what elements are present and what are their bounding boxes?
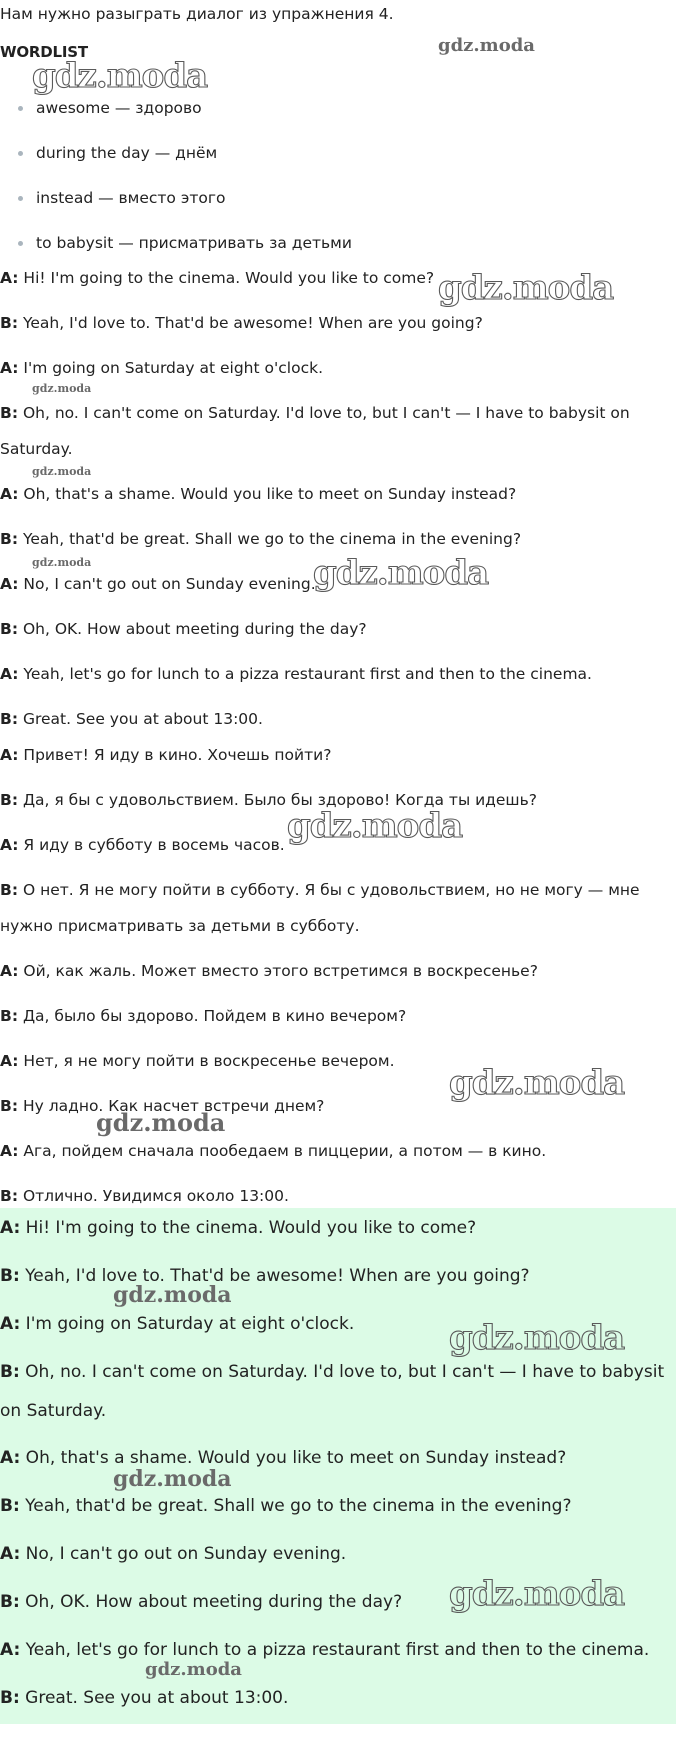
speaker-label: A: xyxy=(0,836,19,854)
watermark: gdz.moda xyxy=(113,1466,232,1492)
line-text: Oh, OK. How about meeting during the day? xyxy=(18,620,367,638)
dialogue-line xyxy=(0,961,538,981)
dialogue-line xyxy=(0,1361,664,1383)
watermark: gdz.moda xyxy=(32,556,92,569)
dialogue-line xyxy=(0,1639,649,1661)
dialogue-line xyxy=(0,1186,289,1206)
line-text: Да, я бы с удовольствием. Было бы здорово! Когда ты идешь? xyxy=(18,791,537,809)
dialogue-line xyxy=(0,403,630,423)
line-text: I'm going on Saturday at eight o'clock. xyxy=(18,359,323,377)
dialogue-line xyxy=(0,358,323,378)
watermark: gdz.moda xyxy=(313,553,489,593)
speaker-label: A: xyxy=(0,575,19,593)
line-text: Yeah, that'd be great. Shall we go to the cinema in the evening? xyxy=(18,530,522,548)
wordlist-item: during the day — днём xyxy=(36,144,218,162)
line-text: Oh, that's a shame. Would you like to meet on Sunday instead? xyxy=(20,1448,567,1468)
dialogue-line xyxy=(0,1217,476,1239)
line-text: Great. See you at about 13:00. xyxy=(18,710,263,728)
speaker-label: B: xyxy=(0,1007,19,1025)
watermark: gdz.moda xyxy=(145,1659,242,1680)
line-text: Great. See you at about 13:00. xyxy=(19,1688,289,1708)
dialogue-line-continuation: Saturday. xyxy=(0,440,73,458)
speaker-label: B: xyxy=(0,314,19,332)
dialogue-line xyxy=(0,574,316,594)
dialogue-line xyxy=(0,1543,346,1565)
line-text: Нет, я не могу пойти в воскресенье вечером. xyxy=(18,1052,395,1070)
dialogue-line xyxy=(0,1591,402,1613)
line-text: Yeah, let's go for lunch to a pizza restaurant first and then to the cinema. xyxy=(18,665,592,683)
line-text: Yeah, that'd be great. Shall we go to the cinema in the evening? xyxy=(19,1496,572,1516)
dialogue-line xyxy=(0,268,434,288)
dialogue-line xyxy=(0,1141,546,1161)
line-text: Oh, no. I can't come on Saturday. I'd love to, but I can't — I have to babysit on xyxy=(18,404,630,422)
dialogue-line-continuation: on Saturday. xyxy=(0,1401,107,1421)
speaker-label: A: xyxy=(0,1314,21,1334)
line-text: Yeah, I'd love to. That'd be awesome! When are you going? xyxy=(18,314,483,332)
line-text: О нет. Я не могу пойти в субботу. Я бы с удовольствием, но не могу — мне xyxy=(18,881,640,899)
speaker-label: A: xyxy=(0,1640,21,1660)
speaker-label: B: xyxy=(0,620,19,638)
dialogue-line xyxy=(0,745,331,765)
speaker-label: B: xyxy=(0,1496,20,1516)
dialogue-line xyxy=(0,709,263,729)
dialogue-line xyxy=(0,1495,571,1517)
speaker-label: A: xyxy=(0,1142,19,1160)
watermark: gdz.moda xyxy=(438,35,535,56)
watermark: gdz.moda xyxy=(96,1108,226,1137)
dialogue-line xyxy=(0,529,521,549)
line-text: Ну ладно. Как насчет встречи днем? xyxy=(18,1097,325,1115)
watermark: gdz.moda xyxy=(449,1063,625,1103)
speaker-label: B: xyxy=(0,1362,20,1382)
speaker-label: B: xyxy=(0,710,19,728)
speaker-label: A: xyxy=(0,746,19,764)
speaker-label: A: xyxy=(0,1448,21,1468)
line-text: Ага, пойдем сначала пообедаем в пиццерии, а потом — в кино. xyxy=(18,1142,547,1160)
speaker-label: B: xyxy=(0,881,19,899)
speaker-label: A: xyxy=(0,485,19,503)
speaker-label: A: xyxy=(0,269,19,287)
line-text: Да, было бы здорово. Пойдем в кино вечером? xyxy=(18,1007,407,1025)
speaker-label: A: xyxy=(0,665,19,683)
dialogue-line xyxy=(0,313,483,333)
line-text: No, I can't go out on Sunday evening. xyxy=(20,1544,347,1564)
dialogue-line xyxy=(0,1313,354,1335)
line-text: Ой, как жаль. Может вместо этого встретимся в воскресенье? xyxy=(18,962,538,980)
line-text: Yeah, let's go for lunch to a pizza restaurant first and then to the cinema. xyxy=(20,1640,650,1660)
watermark: gdz.moda xyxy=(113,1282,232,1308)
speaker-label: A: xyxy=(0,1544,21,1564)
watermark: gdz.moda xyxy=(32,382,92,395)
watermark: gdz.moda xyxy=(287,806,463,846)
speaker-label: B: xyxy=(0,1097,19,1115)
dialogue-line xyxy=(0,1006,406,1026)
speaker-label: A: xyxy=(0,962,19,980)
watermark: gdz.moda xyxy=(438,268,614,308)
dialogue-line xyxy=(0,835,285,855)
speaker-label: A: xyxy=(0,1052,19,1070)
speaker-label: B: xyxy=(0,1688,20,1708)
intro-text: Нам нужно разыграть диалог из упражнения 4. xyxy=(0,5,394,23)
line-text: Oh, no. I can't come on Saturday. I'd love to, but I can't — I have to babysit xyxy=(19,1362,665,1382)
speaker-label: B: xyxy=(0,530,19,548)
line-text: Oh, that's a shame. Would you like to meet on Sunday instead? xyxy=(18,485,517,503)
dialogue-line xyxy=(0,1265,530,1287)
line-text: Hi! I'm going to the cinema. Would you like to come? xyxy=(20,1218,477,1238)
line-text: Yeah, I'd love to. That'd be awesome! When are you going? xyxy=(19,1266,530,1286)
dialogue-line xyxy=(0,619,367,639)
wordlist-item: awesome — здорово xyxy=(36,99,202,117)
dialogue-line xyxy=(0,1051,395,1071)
wordlist-item: to babysit — присматривать за детьми xyxy=(36,234,352,252)
wordlist-item: instead — вместо этого xyxy=(36,189,226,207)
watermark: gdz.moda xyxy=(32,56,208,96)
dialogue-line xyxy=(0,484,516,504)
line-text: Oh, OK. How about meeting during the day? xyxy=(19,1592,403,1612)
dialogue-line xyxy=(0,790,537,810)
speaker-label: A: xyxy=(0,1218,21,1238)
watermark: gdz.moda xyxy=(32,465,92,478)
dialogue-line xyxy=(0,664,592,684)
speaker-label: B: xyxy=(0,1266,20,1286)
line-text: Я иду в субботу в восемь часов. xyxy=(18,836,285,854)
line-text: Hi! I'm going to the cinema. Would you like to come? xyxy=(18,269,435,287)
dialogue-line-continuation: нужно присматривать за детьми в субботу. xyxy=(0,917,360,935)
dialogue-line xyxy=(0,1096,324,1116)
wordlist-heading: WORDLIST xyxy=(0,43,88,61)
line-text: Привет! Я иду в кино. Хочешь пойти? xyxy=(18,746,332,764)
dialogue-line xyxy=(0,1447,566,1469)
line-text: No, I can't go out on Sunday evening. xyxy=(18,575,316,593)
speaker-label: B: xyxy=(0,1187,19,1205)
dialogue-line xyxy=(0,880,640,900)
speaker-label: B: xyxy=(0,404,19,422)
line-text: Отлично. Увидимся около 13:00. xyxy=(18,1187,289,1205)
speaker-label: B: xyxy=(0,791,19,809)
speaker-label: A: xyxy=(0,359,19,377)
line-text: I'm going on Saturday at eight o'clock. xyxy=(20,1314,355,1334)
dialogue-line xyxy=(0,1687,288,1709)
speaker-label: B: xyxy=(0,1592,20,1612)
